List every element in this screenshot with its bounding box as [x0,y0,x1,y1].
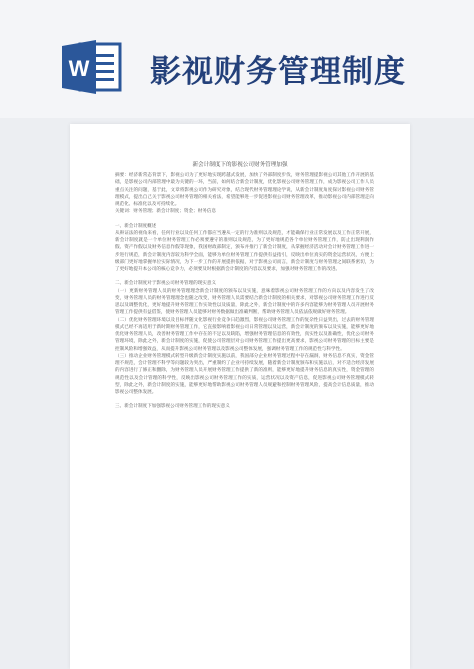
word-icon [62,40,122,94]
section-2-paragraph-1: （一）更新财务管理人员的财务管理理念新会计制度的颁布以及实施，意味着影视公司财务管理工作的方向以及内容发生了改变，财务管理人员的财务管理理念也随之改变，财务管理人员需要结合新会计制度的相关要求，对影视公司财务管理工作进行反思以及调整优化，更好地提升财务管理工作实效性以及质量，除此之外，新会计制度中的许多内容能够为财务管理人员开展财务管理工作提供有益借鉴，使财务管理人员能够对财务数据做出准确判断，帮助财务管理人员依法依规做好财务管理。 [115,288,374,316]
section-2-paragraph-2: （二）优化财务管理环境以及目标伴随文化影视行业竞争日趋激烈，影视公司财务管理工作的复杂性日益突出，过去的财务管理模式已经不再适用于新时期财务管理工作，它直接影响着影视公司日常管理以及运营，新会计制度的颁布以及实施，能够更好地优化财务管理人员，改善财务管理工作中存在的不足以及缺陷，增强财务管理信息的有效性，真实性以及准确性，优化公司财务管理环境，除此之外，新会计制度的实施，促使公司管理层对公司财务管理工作提出更高要求，影视公司财务管理的目标主要是控制风险和增强效益，从而提升影视公司财务管理以及影视公司整体发展，强调财务管理工作的规范性与科学性。 [115,317,374,352]
section-2-paragraph-3: （三）推动企业财务管理模式转型升级新会计制度实施以前，我国部分企业财务管理过程中存在漏洞，财务信息不真实，资金管理不规范，会计管理不科学等问题较为突出，严重制约了企业可持续发展，随着新会计制度颁布和实施以后，对不适合经济发展的内容进行了修正和删除，为财务管理人员开展财务管理工作提供了新的准则，能够更好地提升财务信息的真实性，资金管理的规范性以及会计管理的科学性，反映出影视公司财务管理工作的实质，运营状况以及资产信息，促进影视公司财务管理模式转型，除此之外，新会计制度的实施，能够更好地帮助影视公司财务管理人员规避和控制财务管理风险，提高会计信息质量，推动影视公司整体发展。 [115,353,374,395]
document-body [115,172,374,411]
banner [0,0,474,118]
abstract: 摘要：经济新常态背景下，影视公司为了更好地实现跨越式发展，加快了外部制度步伐，财务管理提影视公司其他工作开展的基础，是影视公司内部管理中最为关键的一环，当前，如何结合新会计制度，优化影视公司财务管理工作，成为影视公司工作人员重点关注的问题，基于此，文章将影视公司作为研究对象，结合现代财务管理理论学说，从新会计制度角度探讨影视公司财务管理模式，提出自己关于影视公司财务管理的相关看法，希望能够进一步促进影视公司财务管理改革，推动影视公司内部管理走向规范化、标准化以及可持续化。 [115,173,374,207]
word-icon-letter: W [68,56,90,81]
document-page [70,124,410,669]
keywords: 关键词：财务管理；新会计制度；资金；财务信息 [115,209,217,215]
section-3-heading: 三、新会计制度下加强影视公司财务管理工作的现实意义 [115,404,230,410]
page-title: 影视财务管理制度 [150,54,406,90]
section-1-text: 从辩证法的视角来看，任何行业以及任何工作都应当遵从一定的行为准则以及规范，才能确保行业正常发展以及工作正常开展，新会计制度就是一个单位财务管理工作必须要遵守的准则以及规范，为了更好地规范各个单位财务管理工作，防止出现利润作假、资产作假以及财务信息作假等现象，我国财政部制定，颁布并推行了新会计制度，从掌握经济活动对会计财务管理工作进一步进行规范，新会计制度内容较为科学全面，能够为单位财务管理工作提供有益指引，反映出单位真实的资金运营状况，方便上级部门更好地掌握单位实际情况，为下一步工作的开展提供依据，对于影视公司而言，新会计制度与财务管理之间联系密切，为了更好地提升本公司的核心竞争力，必须要及时根据新会计制度的内容以及要求，加强对财务管理工作的改进。 [115,230,374,272]
document-title: 新会计制度下的影视公司财务管理加强 [192,162,288,168]
section-1-heading: 一、新会计制度概述 [115,223,157,229]
section-2-heading: 二、新会计制度对于影视公司财务管理的现实意义 [115,281,217,287]
